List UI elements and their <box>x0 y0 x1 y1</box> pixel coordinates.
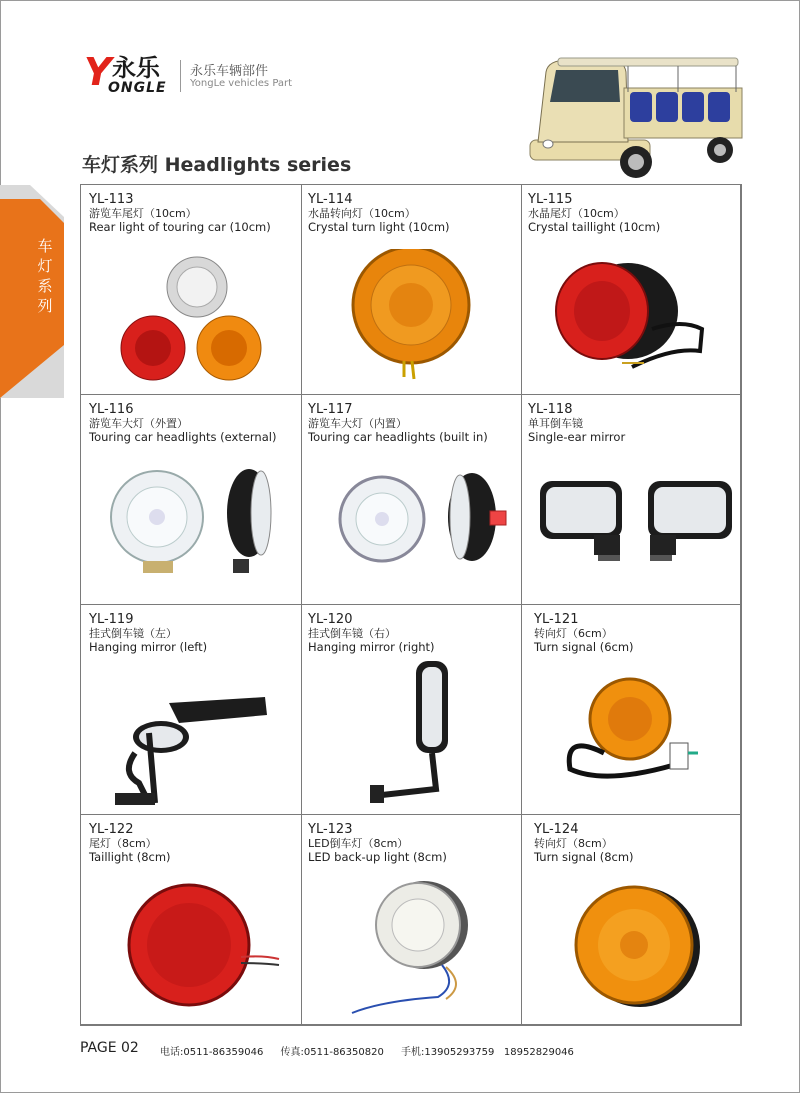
product-name-cn: 尾灯（8cm） <box>89 837 157 850</box>
product-name-cn: 转向灯（6cm） <box>534 627 613 640</box>
product-grid <box>80 184 742 1026</box>
hanging-mirror-right-image <box>356 657 456 807</box>
product-name-en: Turn signal (6cm) <box>534 640 634 654</box>
taillight-set-image <box>117 251 267 381</box>
product-name-en: Hanging mirror (right) <box>308 640 435 654</box>
product-name-cn: 游览车大灯（内置） <box>308 417 407 430</box>
sightseeing-car-image <box>528 52 746 182</box>
product-card <box>81 185 302 395</box>
crystal-taillight-image <box>552 259 712 379</box>
product-card <box>522 605 741 815</box>
product-code: YL-117 <box>308 402 353 417</box>
product-card <box>302 605 522 815</box>
product-code: YL-120 <box>308 612 353 627</box>
product-name-cn: 挂式倒车镜（左） <box>89 627 177 640</box>
product-name-en: Hanging mirror (left) <box>89 640 208 654</box>
product-name-en: Rear light of touring car (10cm) <box>89 220 271 234</box>
product-name-cn: 挂式倒车镜（右） <box>308 627 396 640</box>
page-title: 车灯系列 Headlights series <box>82 154 352 176</box>
product-name-en: LED back-up light (8cm) <box>308 850 447 864</box>
led-backup-light-image <box>342 875 492 1015</box>
product-name-cn: 游览车大灯（外置） <box>89 417 188 430</box>
product-code: YL-114 <box>308 192 353 207</box>
product-code: YL-115 <box>528 192 573 207</box>
builtin-headlight-image <box>332 467 512 577</box>
product-name-en: Taillight (8cm) <box>89 850 171 864</box>
page-number: PAGE 02 <box>80 1040 139 1056</box>
product-card <box>302 815 522 1025</box>
logo-divider <box>180 60 181 92</box>
product-name-cn: 游览车尾灯（10cm） <box>89 207 197 220</box>
product-card <box>81 605 302 815</box>
product-card <box>522 185 741 395</box>
product-code: YL-123 <box>308 822 353 837</box>
product-card <box>302 185 522 395</box>
external-headlight-image <box>109 465 279 575</box>
product-name-cn: 水晶尾灯（10cm） <box>528 207 625 220</box>
product-card <box>81 815 302 1025</box>
product-code: YL-122 <box>89 822 134 837</box>
product-code: YL-118 <box>528 402 573 417</box>
turn-signal-8cm-image <box>572 879 702 1013</box>
product-card <box>81 395 302 605</box>
mobile: 手机:13905293759 18952829046 <box>401 1047 574 1058</box>
product-name-cn: 单耳倒车镜 <box>528 417 583 430</box>
product-card <box>522 395 741 605</box>
product-code: YL-121 <box>534 612 579 627</box>
product-code: YL-124 <box>534 822 579 837</box>
product-name-en: Touring car headlights (built in) <box>308 430 488 444</box>
product-name-en: Crystal taillight (10cm) <box>528 220 661 234</box>
brand-logo <box>84 52 184 96</box>
product-name-cn: 转向灯（8cm） <box>534 837 613 850</box>
single-ear-mirror-image <box>538 479 734 569</box>
taillight-8cm-image <box>123 879 293 1013</box>
hanging-mirror-left-image <box>109 663 275 809</box>
product-name-en: Turn signal (8cm) <box>534 850 634 864</box>
product-code: YL-116 <box>89 402 134 417</box>
product-name-cn: 水晶转向灯（10cm） <box>308 207 416 220</box>
side-tab-label: 车灯系列 <box>37 237 53 315</box>
product-name-en: Touring car headlights (external) <box>89 430 277 444</box>
crystal-turn-light-image <box>346 249 476 389</box>
product-card <box>302 395 522 605</box>
logo-en: ONGLE <box>108 80 167 96</box>
product-name-cn: LED倒车灯（8cm） <box>308 837 409 850</box>
product-code: YL-119 <box>89 612 134 627</box>
product-name-en: Crystal turn light (10cm) <box>308 220 450 234</box>
phone: 电话:0511-86359046 <box>160 1047 264 1058</box>
contact-info <box>160 1043 588 1058</box>
logo-letter: Y <box>84 50 112 94</box>
fax: 传真:0511-86350820 <box>280 1047 384 1058</box>
logo-cn: 永乐 <box>112 54 160 82</box>
company-name-en: YongLe vehicles Part <box>190 78 293 89</box>
company-name-cn: 永乐车辆部件 <box>190 64 269 79</box>
turn-signal-6cm-image <box>564 673 714 793</box>
product-code: YL-113 <box>89 192 134 207</box>
product-card <box>522 815 741 1025</box>
product-name-en: Single-ear mirror <box>528 430 626 444</box>
